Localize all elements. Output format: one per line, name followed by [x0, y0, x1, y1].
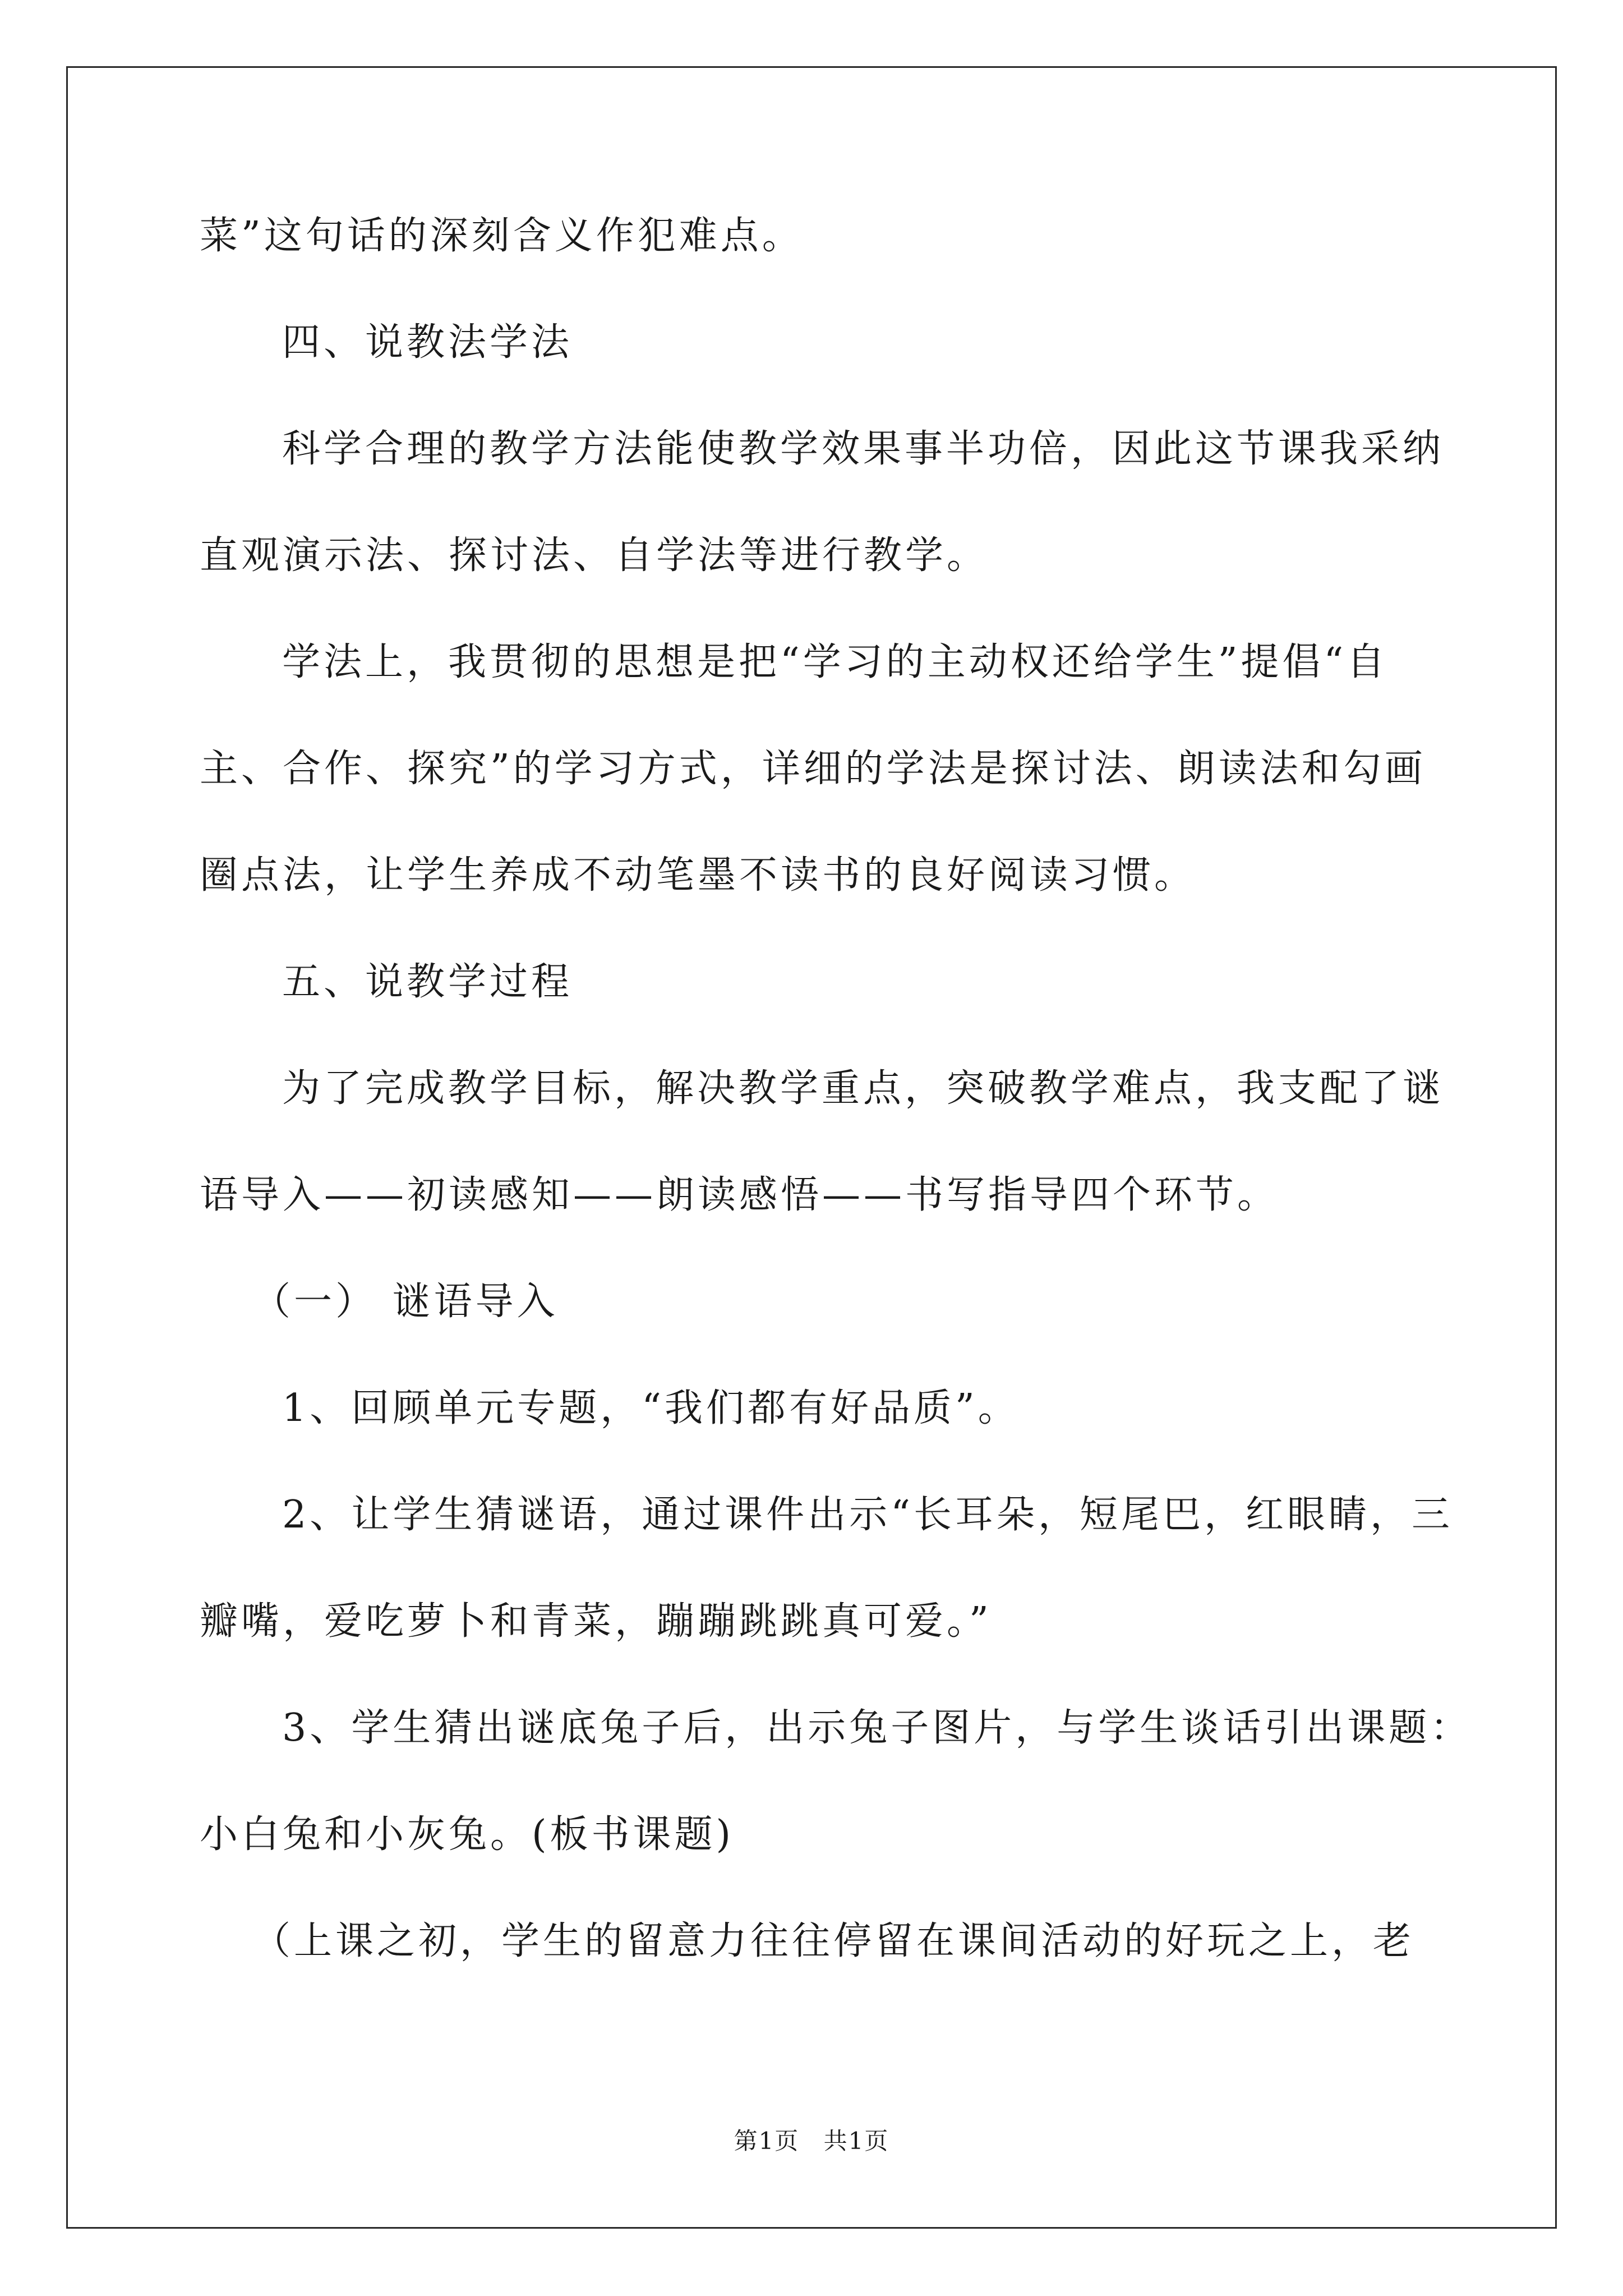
text-line-1: 菜”这句话的深刻含义作犯难点。	[200, 214, 804, 258]
list-item-3: 3、学生猜出谜底兔子后，出示兔子图片，与学生谈话引出课题：	[282, 1706, 1472, 1750]
text-line-10: 语导入——初读感知——朗读感悟——书写指导四个环节。	[200, 1173, 1279, 1217]
text-line-5: 学法上，我贯彻的思想是把“学习的主动权还给学生”提倡“自	[282, 640, 1389, 684]
text-line-3: 科学合理的教学方法能使教学效果事半功倍，因此这节课我采纳	[282, 427, 1445, 471]
text-line-17: （上课之初，学生的留意力往往停留在课间活动的好玩之上，老	[252, 1919, 1415, 1963]
list-item-1: 1、回顾单元专题，“我们都有好品质”。	[282, 1386, 1020, 1430]
list-item-2: 2、让学生猜谜语，通过课件出示“长耳朵，短尾巴，红眼睛，三	[282, 1493, 1454, 1537]
text-line-6: 主、合作、探究”的学习方式，详细的学法是探讨法、朗读法和勾画	[200, 747, 1426, 791]
list-item-3-continued: 小白兔和小灰兔。(板书课题)	[200, 1812, 735, 1857]
page-number: 第1页	[734, 2127, 800, 2155]
section-heading-methods: 四、说教法学法	[282, 320, 573, 365]
subsection-heading-riddle: （一） 谜语导入	[252, 1280, 559, 1324]
text-line-9: 为了完成教学目标，解决教学重点，突破教学难点，我支配了谜	[282, 1066, 1445, 1111]
list-item-2-continued: 瓣嘴，爱吃萝卜和青菜，蹦蹦跳跳真可爱。”	[200, 1599, 992, 1644]
page-border	[66, 66, 1557, 2229]
page-total: 共1页	[823, 2127, 889, 2155]
text-line-4: 直观演示法、探讨法、自学法等进行教学。	[200, 533, 989, 578]
page-footer	[0, 2129, 1623, 2153]
section-heading-process: 五、说教学过程	[282, 960, 573, 1004]
text-line-7: 圈点法，让学生养成不动笔墨不读书的良好阅读习惯。	[200, 853, 1196, 898]
